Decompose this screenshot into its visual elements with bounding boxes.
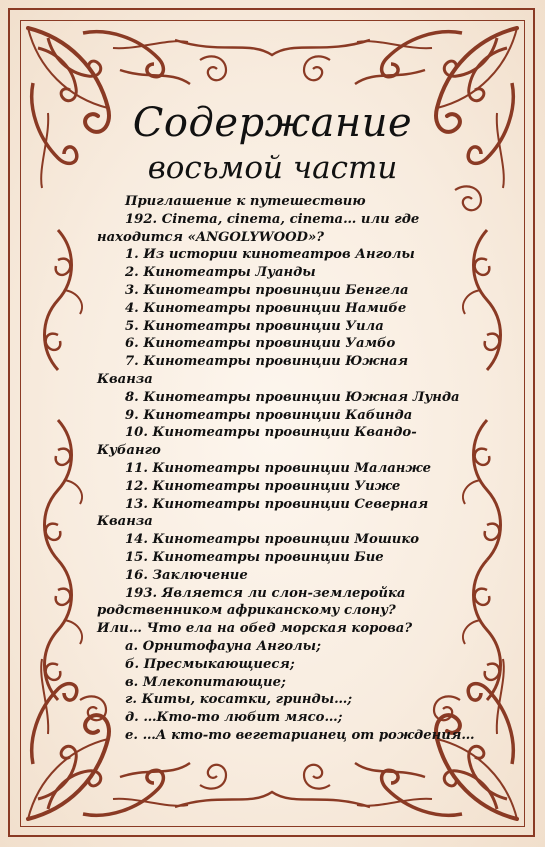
page-subtitle: восьмой части [147, 150, 398, 186]
toc-item: 5. Кинотеатры провинции Уила [125, 318, 384, 334]
table-of-contents [97, 193, 507, 745]
toc-item: 192. Cinema, cinema, cinema… или где [125, 211, 420, 227]
toc-item: Кубанго [97, 443, 161, 459]
toc-item: 14. Кинотеатры провинции Мошико [125, 532, 420, 548]
toc-item: 12. Кинотеатры провинции Уиже [125, 478, 401, 494]
toc-item: 15. Кинотеатры провинции Бие [125, 549, 384, 565]
toc-item: 16. Заключение [125, 567, 248, 583]
toc-item: в. Млекопитающие; [125, 674, 286, 690]
toc-item: 7. Кинотеатры провинции Южная [125, 354, 409, 370]
toc-item: Приглашение к путешествию [125, 194, 366, 209]
toc-item: 11. Кинотеатры провинции Маланже [125, 460, 431, 476]
toc-item: б. Пресмыкающиеся; [125, 656, 295, 672]
page-title: Содержание [132, 100, 413, 146]
toc-item: 3. Кинотеатры провинции Бенгела [125, 282, 409, 298]
toc-item: находится «ANGOLYWOOD»? [97, 229, 324, 245]
toc-item: родственником африканскому слону? [97, 603, 396, 619]
toc-item: а. Орнитофауна Анголы; [125, 638, 321, 654]
toc-item: д. …Кто-то любит мясо…; [125, 710, 343, 726]
toc-item: 193. Является ли слон-землеройка [125, 585, 406, 601]
toc-item: 9. Кинотеатры провинции Кабинда [125, 407, 413, 423]
toc-item: 10. Кинотеатры провинции Квандо- [125, 425, 417, 441]
toc-item: 1. Из истории кинотеатров Анголы [125, 247, 415, 263]
toc-item: 6. Кинотеатры провинции Уамбо [125, 336, 396, 352]
toc-item: 4. Кинотеатры провинции Намибе [125, 300, 407, 316]
toc-item: 13. Кинотеатры провинции Северная [125, 496, 429, 512]
toc-item: 8. Кинотеатры провинции Южная Лунда [125, 389, 460, 405]
toc-item: 2. Кинотеатры Луанды [125, 265, 316, 281]
toc-item: Или… Что ела на обед морская корова? [97, 621, 413, 637]
toc-item: Кванза [97, 514, 153, 530]
toc-item: Кванза [97, 371, 153, 387]
toc-item: г. Киты, косатки, гринды…; [125, 692, 353, 708]
toc-item: е. …А кто-то вегетарианец от рождения… [125, 727, 475, 743]
